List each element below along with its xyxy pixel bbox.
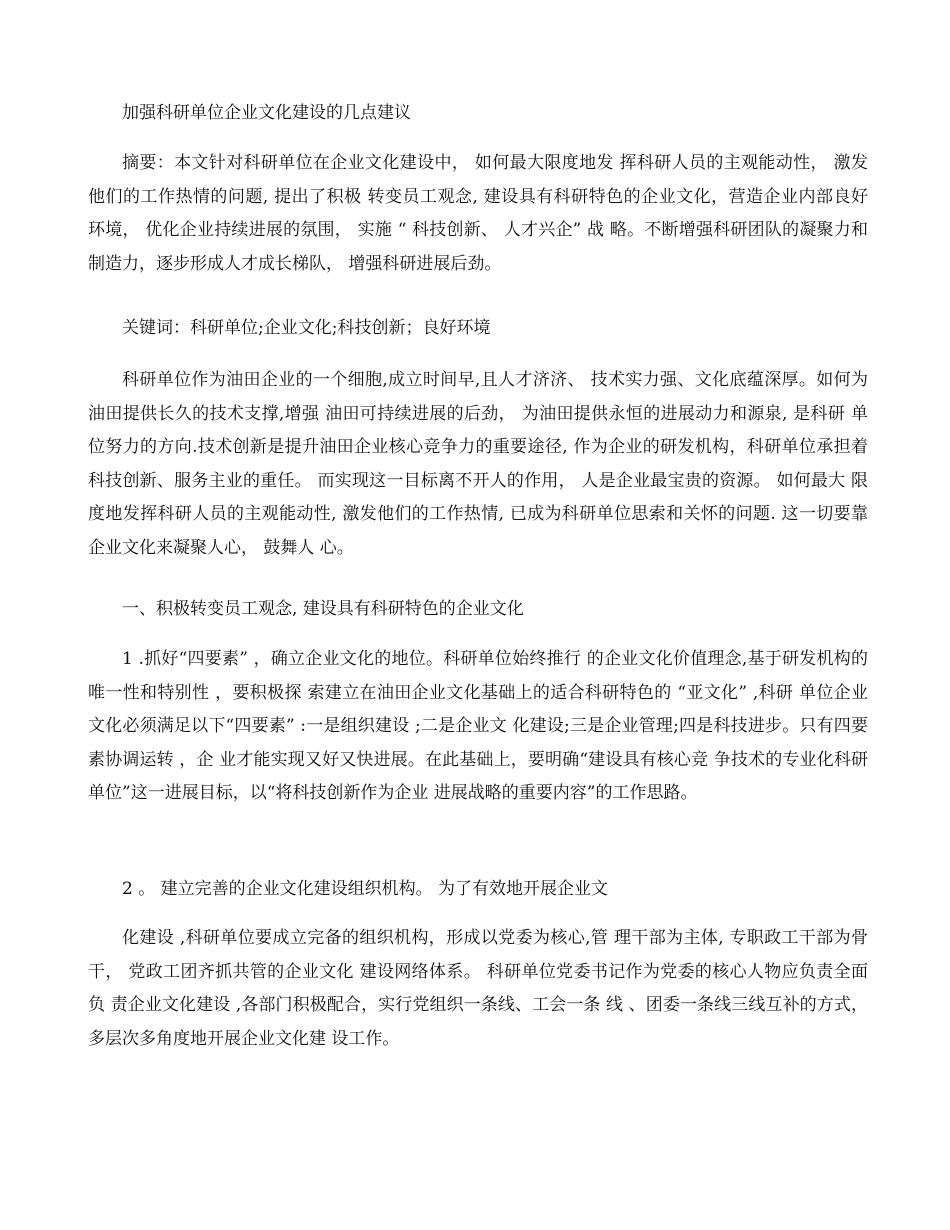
keywords-line: 关键词：科研单位;企业文化;科技创新；良好环境: [122, 318, 491, 338]
item-two-paragraph: 化建设 ,科研单位要成立完备的组织机构，形成以党委为核心,管 理干部为主体, 专职政工干部为骨干， 党政工团齐抓共管的企业文化 建设网络体系。 科研单位党委书记作为党委的核心人物应负责全面负 责企业文化建设 ,各部门积极配合，实行党组织一条线、工会一条 线 、团委一条线三线互补的方式，多层次多角度地开展企业文化建 设工作。: [88, 928, 868, 1049]
item-two-heading: 2 。 建立完善的企业文化建设组织机构。 为了有效地开展企业文: [122, 879, 609, 899]
intro-paragraph: 科研单位作为油田企业的一个细胞,成立时间早,且人才济济、 技术实力强、文化底蕴深厚。如何为油田提供长久的技术支撑,增强 油田可持续进展的后劲， 为油田提供永恒的进展动力和源泉, 是科研 单位努力的方向.技术创新是提升油田企业核心竞争力的重要途径, 作为企业的研发机构，科研单位承担着科技创新、服务主业的重任。 而实现这一目标离不开人的作用， 人是企业最宝贵的资源。 如何最大 限度地发挥科研人员的主观能动性, 激发他们的工作热情, 已成为科研单位思索和关怀的问题. 这一切要靠企业文化来凝聚人心， 鼓舞人 心。: [88, 370, 868, 558]
abstract-paragraph: 摘要：本文针对科研单位在企业文化建设中， 如何最大限度地发 挥科研人员的主观能动性， 激发他们的工作热情的问题, 提出了积极 转变员工观念, 建设具有科研特色的企业文化，营造企业内部良好 环境， 优化企业持续进展的氛围， 实施 “ 科技创新、 人才兴企” 战 略。不断增强科研团队的凝聚力和制造力，逐步形成人才成长梯队， 增强科研进展后劲。: [88, 153, 868, 274]
section-heading: 一、积极转变员工观念, 建设具有科研特色的企业文化: [122, 599, 524, 619]
item-one-paragraph: 1 .抓好“四要素” ，确立企业文化的地位。科研单位始终推行 的企业文化价值理念,基于研发机构的唯一性和特别性 ，要积极探 索建立在油田企业文化基础上的适合科研特色的 “亚文化” ,科研 单位企业文化必须满足以下“四要素” :一是组织建设 ;二是企业文 化建设;三是企业管理;四是科技进步。只有四要素协调运转 ，企 业才能实现又好又快进展。在此基础上，要明确“建设具有核心竞 争技术的专业化科研单位”这一进展目标，以“将科技创新作为企业 进展战略的重要内容”的工作思路。: [88, 649, 868, 803]
document-title: 加强科研单位企业文化建设的几点建议: [122, 103, 411, 123]
